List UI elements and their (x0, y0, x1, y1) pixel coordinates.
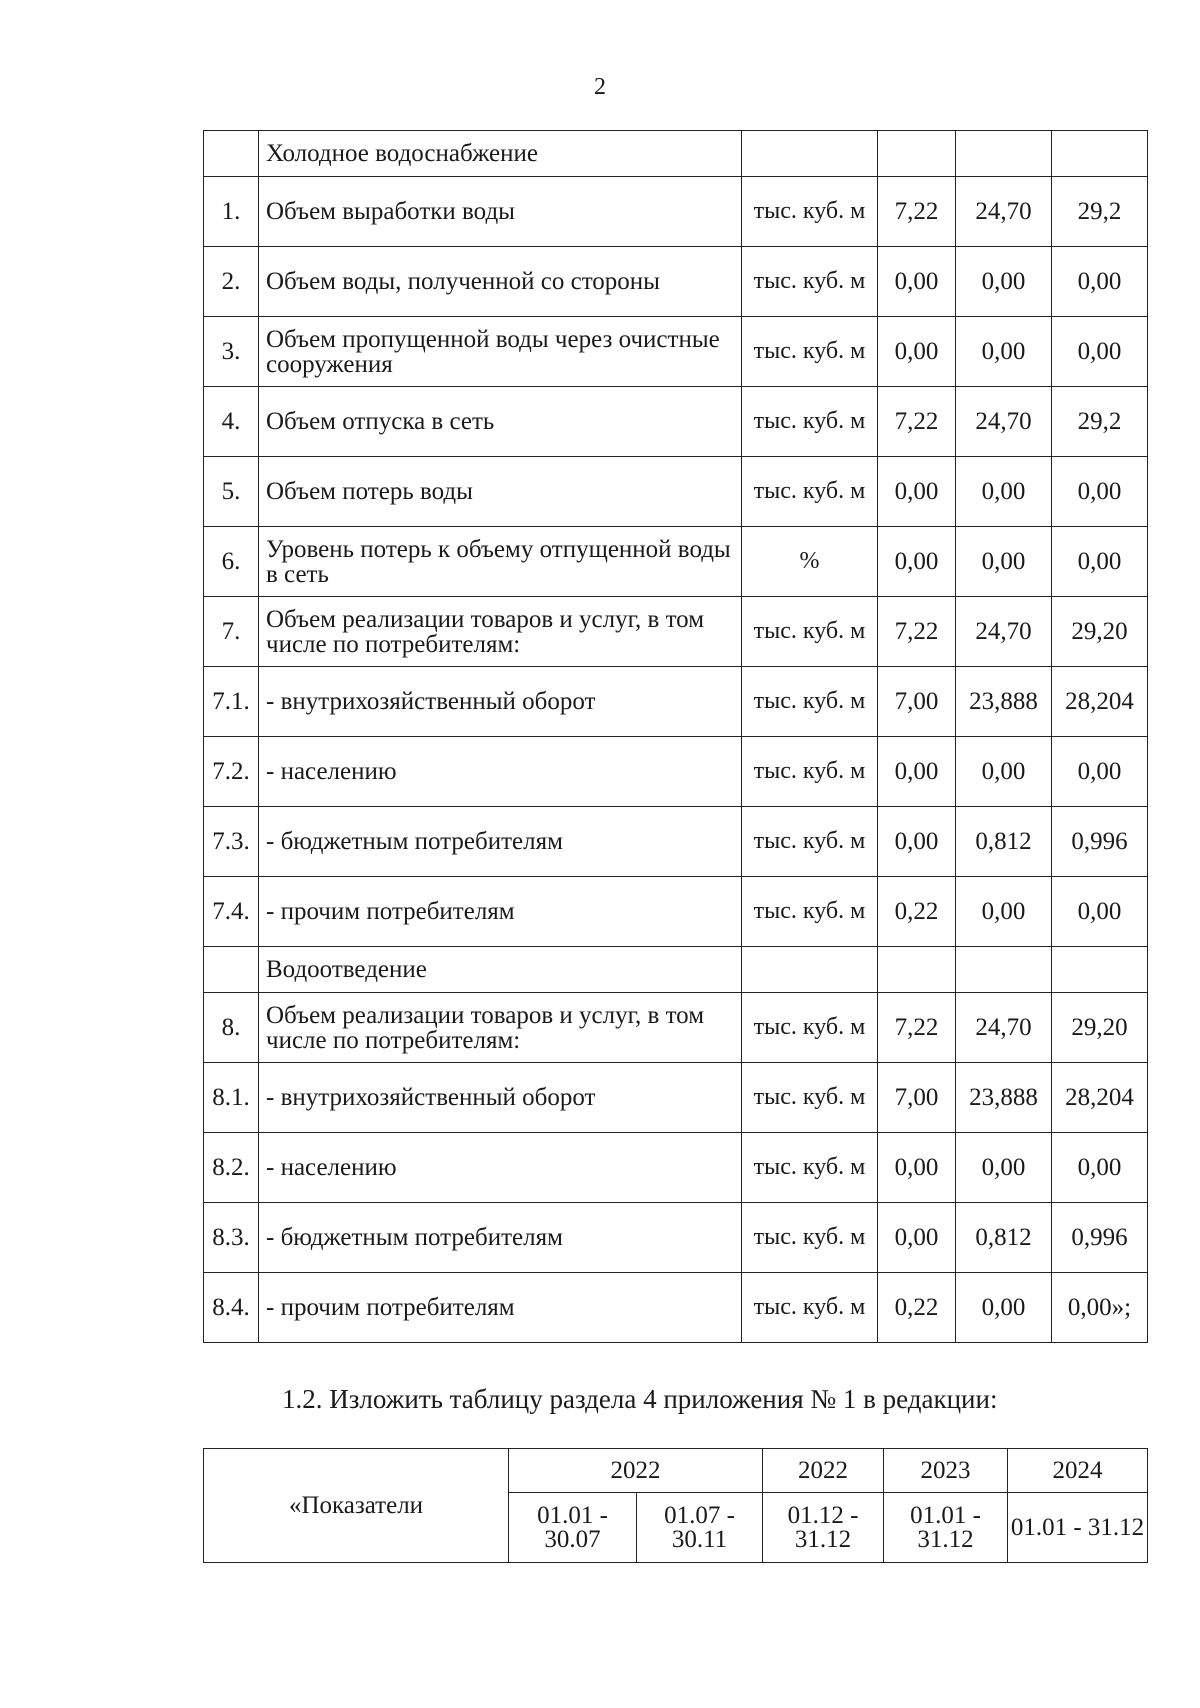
value-cell: 0,00 (956, 247, 1052, 317)
table-row (204, 527, 1148, 597)
value-cell: 0,00 (956, 457, 1052, 527)
instruction-text: 1.2. Изложить таблицу раздела 4 приложения № 1 в редакции: (282, 1384, 998, 1414)
row-number-cell (204, 947, 259, 993)
value-cell: 0,00 (1052, 317, 1148, 387)
row-number-cell: 4. (204, 387, 259, 457)
value-cell: 23,888 (956, 1063, 1052, 1133)
unit-cell: тыс. куб. м (742, 993, 878, 1063)
value-cell (878, 131, 956, 177)
table-row (204, 1273, 1148, 1343)
unit-cell: тыс. куб. м (742, 387, 878, 457)
table-row (204, 1203, 1148, 1273)
value-cell: 0,00 (956, 737, 1052, 807)
year-2022-first-cell: 2022 (509, 1449, 763, 1493)
row-number-cell: 7.3. (204, 807, 259, 877)
table-row (204, 387, 1148, 457)
unit-cell: тыс. куб. м (742, 247, 878, 317)
unit-cell (742, 131, 878, 177)
value-cell: 0,812 (956, 807, 1052, 877)
period-cell: 01.01 - 30.07 (509, 1493, 637, 1563)
unit-cell: тыс. куб. м (742, 1063, 878, 1133)
value-cell: 0,22 (878, 1273, 956, 1343)
value-cell: 23,888 (956, 667, 1052, 737)
row-number-cell: 8.1. (204, 1063, 259, 1133)
value-cell: 0,00 (878, 807, 956, 877)
row-number-cell: 5. (204, 457, 259, 527)
row-number-cell: 2. (204, 247, 259, 317)
table-row (204, 807, 1148, 877)
value-cell: 7,22 (878, 597, 956, 667)
value-cell (1052, 947, 1148, 993)
year-2023-cell: 2023 (884, 1449, 1008, 1493)
indicator-name-cell: - внутрихозяйственный оборот (259, 1063, 742, 1133)
value-cell: 7,00 (878, 1063, 956, 1133)
value-cell: 24,70 (956, 993, 1052, 1063)
table-row (204, 993, 1148, 1063)
indicator-name-cell: Объем выработки воды (259, 177, 742, 247)
indicator-name-cell: - населению (259, 1133, 742, 1203)
indicator-name-cell: - бюджетным потребителям (259, 1203, 742, 1273)
unit-cell: тыс. куб. м (742, 317, 878, 387)
value-cell: 29,2 (1052, 177, 1148, 247)
period-cell: 01.01 - 31.12 (1008, 1493, 1148, 1563)
value-cell: 7,00 (878, 667, 956, 737)
value-cell: 0,00 (878, 317, 956, 387)
table-row (204, 457, 1148, 527)
table-row (204, 177, 1148, 247)
indicator-name-cell: Объем потерь воды (259, 457, 742, 527)
table-row (204, 1133, 1148, 1203)
value-cell: 0,00 (878, 1203, 956, 1273)
value-cell: 29,2 (1052, 387, 1148, 457)
value-cell: 0,00 (956, 1273, 1052, 1343)
section-heading-row (204, 947, 1148, 993)
value-cell: 0,00 (878, 247, 956, 317)
value-cell: 7,22 (878, 177, 956, 247)
unit-cell: % (742, 527, 878, 597)
value-cell: 0,22 (878, 877, 956, 947)
value-cell: 0,00»; (1052, 1273, 1148, 1343)
indicator-name-cell: Объем реализации товаров и услуг, в том числе по потребителям: (259, 597, 742, 667)
value-cell: 28,204 (1052, 667, 1148, 737)
indicator-name-cell: Холодное водоснабжение (259, 131, 742, 177)
value-cell: 7,22 (878, 993, 956, 1063)
value-cell: 0,00 (956, 1133, 1052, 1203)
indicator-name-cell: Объем пропущенной воды через очистные сооружения (259, 317, 742, 387)
unit-cell: тыс. куб. м (742, 877, 878, 947)
unit-cell: тыс. куб. м (742, 1203, 878, 1273)
value-cell: 24,70 (956, 387, 1052, 457)
section-heading-row (204, 131, 1148, 177)
row-number-cell: 8.2. (204, 1133, 259, 1203)
value-cell: 0,00 (1052, 1133, 1148, 1203)
section4-header-table (203, 1448, 1148, 1563)
unit-cell: тыс. куб. м (742, 667, 878, 737)
row-number-cell: 1. (204, 177, 259, 247)
value-cell: 0,00 (956, 527, 1052, 597)
indicator-name-cell: Объем реализации товаров и услуг, в том числе по потребителям: (259, 993, 742, 1063)
period-cell: 01.07 - 30.11 (637, 1493, 763, 1563)
year-2022-second-cell: 2022 (763, 1449, 884, 1493)
indicators-header-cell: «Показатели (204, 1449, 509, 1563)
value-cell: 0,00 (1052, 457, 1148, 527)
indicator-name-cell: Объем отпуска в сеть (259, 387, 742, 457)
table-row (204, 667, 1148, 737)
value-cell: 29,20 (1052, 597, 1148, 667)
value-cell: 0,00 (956, 317, 1052, 387)
indicator-name-cell: - прочим потребителям (259, 1273, 742, 1343)
row-number-cell: 8. (204, 993, 259, 1063)
value-cell (956, 947, 1052, 993)
indicator-name-cell: Водоотведение (259, 947, 742, 993)
row-number-cell: 8.4. (204, 1273, 259, 1343)
indicator-name-cell: - прочим потребителям (259, 877, 742, 947)
unit-cell: тыс. куб. м (742, 457, 878, 527)
value-cell: 0,00 (878, 737, 956, 807)
value-cell (878, 947, 956, 993)
indicators-table (203, 130, 1148, 1343)
table-row (204, 597, 1148, 667)
value-cell: 0,996 (1052, 807, 1148, 877)
indicator-name-cell: Объем воды, полученной со стороны (259, 247, 742, 317)
row-number-cell: 8.3. (204, 1203, 259, 1273)
row-number-cell: 7.1. (204, 667, 259, 737)
header-year-row (204, 1449, 1148, 1493)
unit-cell: тыс. куб. м (742, 177, 878, 247)
value-cell (956, 131, 1052, 177)
value-cell: 0,00 (1052, 527, 1148, 597)
indicator-name-cell: - бюджетным потребителям (259, 807, 742, 877)
value-cell: 0,00 (1052, 737, 1148, 807)
unit-cell (742, 947, 878, 993)
value-cell: 7,22 (878, 387, 956, 457)
row-number-cell: 7. (204, 597, 259, 667)
table-row (204, 737, 1148, 807)
unit-cell: тыс. куб. м (742, 807, 878, 877)
unit-cell: тыс. куб. м (742, 1133, 878, 1203)
value-cell: 0,00 (1052, 247, 1148, 317)
period-cell: 01.01 - 31.12 (884, 1493, 1008, 1563)
value-cell: 0,00 (878, 1133, 956, 1203)
row-number-cell: 7.4. (204, 877, 259, 947)
unit-cell: тыс. куб. м (742, 1273, 878, 1343)
unit-cell: тыс. куб. м (742, 597, 878, 667)
value-cell: 0,812 (956, 1203, 1052, 1273)
value-cell: 28,204 (1052, 1063, 1148, 1133)
period-cell: 01.12 - 31.12 (763, 1493, 884, 1563)
indicator-name-cell: - внутрихозяйственный оборот (259, 667, 742, 737)
row-number-cell: 7.2. (204, 737, 259, 807)
value-cell: 0,00 (956, 877, 1052, 947)
value-cell: 0,00 (878, 457, 956, 527)
year-2024-cell: 2024 (1008, 1449, 1148, 1493)
indicator-name-cell: - населению (259, 737, 742, 807)
table-row (204, 317, 1148, 387)
value-cell: 29,20 (1052, 993, 1148, 1063)
table-row (204, 877, 1148, 947)
page-number: 2 (594, 74, 606, 100)
row-number-cell: 6. (204, 527, 259, 597)
indicator-name-cell: Уровень потерь к объему отпущенной воды в сеть (259, 527, 742, 597)
value-cell (1052, 131, 1148, 177)
table-row (204, 1063, 1148, 1133)
value-cell: 24,70 (956, 597, 1052, 667)
value-cell: 24,70 (956, 177, 1052, 247)
table-row (204, 247, 1148, 317)
row-number-cell (204, 131, 259, 177)
value-cell: 0,00 (878, 527, 956, 597)
unit-cell: тыс. куб. м (742, 737, 878, 807)
row-number-cell: 3. (204, 317, 259, 387)
value-cell: 0,996 (1052, 1203, 1148, 1273)
value-cell: 0,00 (1052, 877, 1148, 947)
indicators-table-body (204, 131, 1148, 1343)
